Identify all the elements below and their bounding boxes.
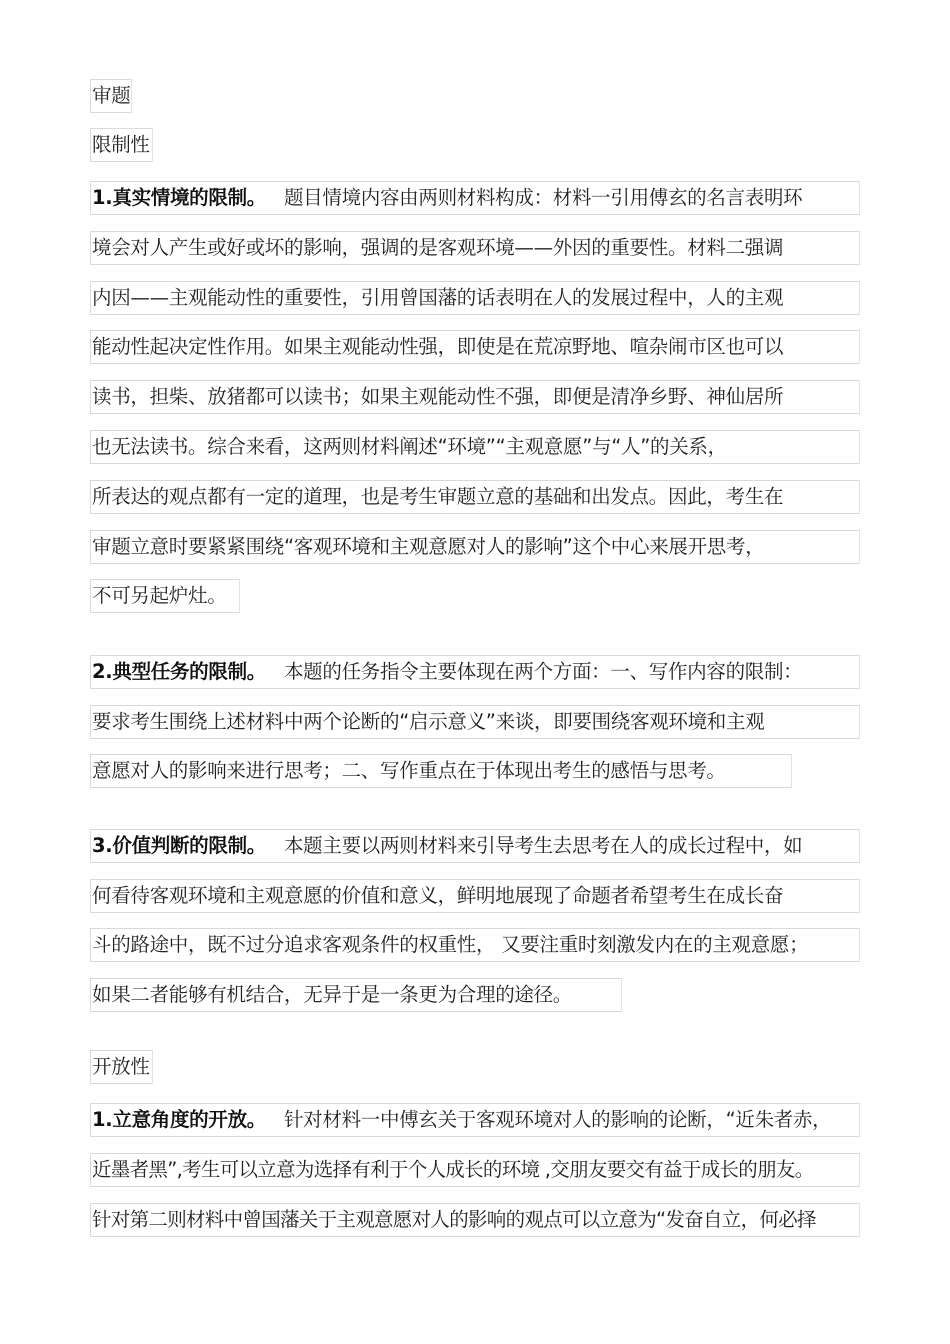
section4-text: 针对材料一中傅玄关于客观环境对人的影响的论断，“近朱者赤， — [283, 1108, 832, 1131]
section4-line-1 — [90, 1103, 860, 1137]
section1-line-9: 不可另起炉灶。 — [90, 579, 240, 613]
section1-line-4: 能动性起决定性作用。如果主观能动性强，即使是在荒凉野地、喧杂闹市区也可以 — [90, 330, 860, 364]
heading-review: 审题 — [90, 79, 132, 113]
section1-title: 1.真实情境的限制。 — [92, 186, 266, 209]
section3-line-1 — [90, 829, 860, 863]
section1-line-8: 审题立意时要紧紧围绕“客观环境和主观意愿对人的影响”这个中心来展开思考， — [90, 530, 860, 564]
section2-line-2: 要求考生围绕上述材料中两个论断的“启示意义”来谈，即要围绕客观环境和主观 — [90, 705, 860, 739]
section3-line-2: 何看待客观环境和主观意愿的价值和意义，鲜明地展现了命题者希望考生在成长奋 — [90, 879, 860, 913]
section3-text: 本题主要以两则材料来引导考生去思考在人的成长过程中，如 — [283, 834, 803, 857]
section1-text: 题目情境内容由两则材料构成：材料一引用傅玄的名言表明环 — [283, 186, 803, 209]
section4-title: 1.立意角度的开放。 — [92, 1108, 266, 1131]
section1-line-3: 内因——主观能动性的重要性，引用曾国藩的话表明在人的发展过程中，人的主观 — [90, 281, 860, 315]
section2-text: 本题的任务指令主要体现在两个方面：一、写作内容的限制： — [283, 660, 803, 683]
section1-line-5: 读书，担柴、放猪都可以读书；如果主观能动性不强，即便是清净乡野、神仙居所 — [90, 380, 860, 414]
section3-line-4: 如果二者能够有机结合，无异于是一条更为合理的途径。 — [90, 978, 622, 1012]
section4-line-3: 针对第二则材料中曾国藩关于主观意愿对人的影响的观点可以立意为“发奋自立，何必择 — [90, 1203, 860, 1237]
section1-line-1 — [90, 181, 860, 215]
section4-line-2: 近墨者黑”,考生可以立意为选择有利于个人成长的环境 ,交朋友要交有益于成长的朋友。 — [90, 1153, 860, 1187]
section2-line-1 — [90, 655, 860, 689]
section3-title: 3.价值判断的限制。 — [92, 834, 266, 857]
section1-line-7: 所表达的观点都有一定的道理，也是考生审题立意的基础和出发点。因此，考生在 — [90, 480, 860, 514]
section2-line-3: 意愿对人的影响来进行思考；二、写作重点在于体现出考生的感悟与思考。 — [90, 754, 792, 788]
section3-line-3: 斗的路途中，既不过分追求客观条件的权重性， 又要注重时刻激发内在的主观意愿； — [90, 928, 860, 962]
section2-title: 2.典型任务的限制。 — [92, 660, 266, 683]
heading-open: 开放性 — [90, 1050, 153, 1084]
heading-limit: 限制性 — [90, 128, 153, 162]
section1-line-6: 也无法读书。综合来看，这两则材料阐述“环境”“主观意愿”与“人”的关系， — [90, 430, 860, 464]
section1-line-2: 境会对人产生或好或坏的影响，强调的是客观环境——外因的重要性。材料二强调 — [90, 231, 860, 265]
